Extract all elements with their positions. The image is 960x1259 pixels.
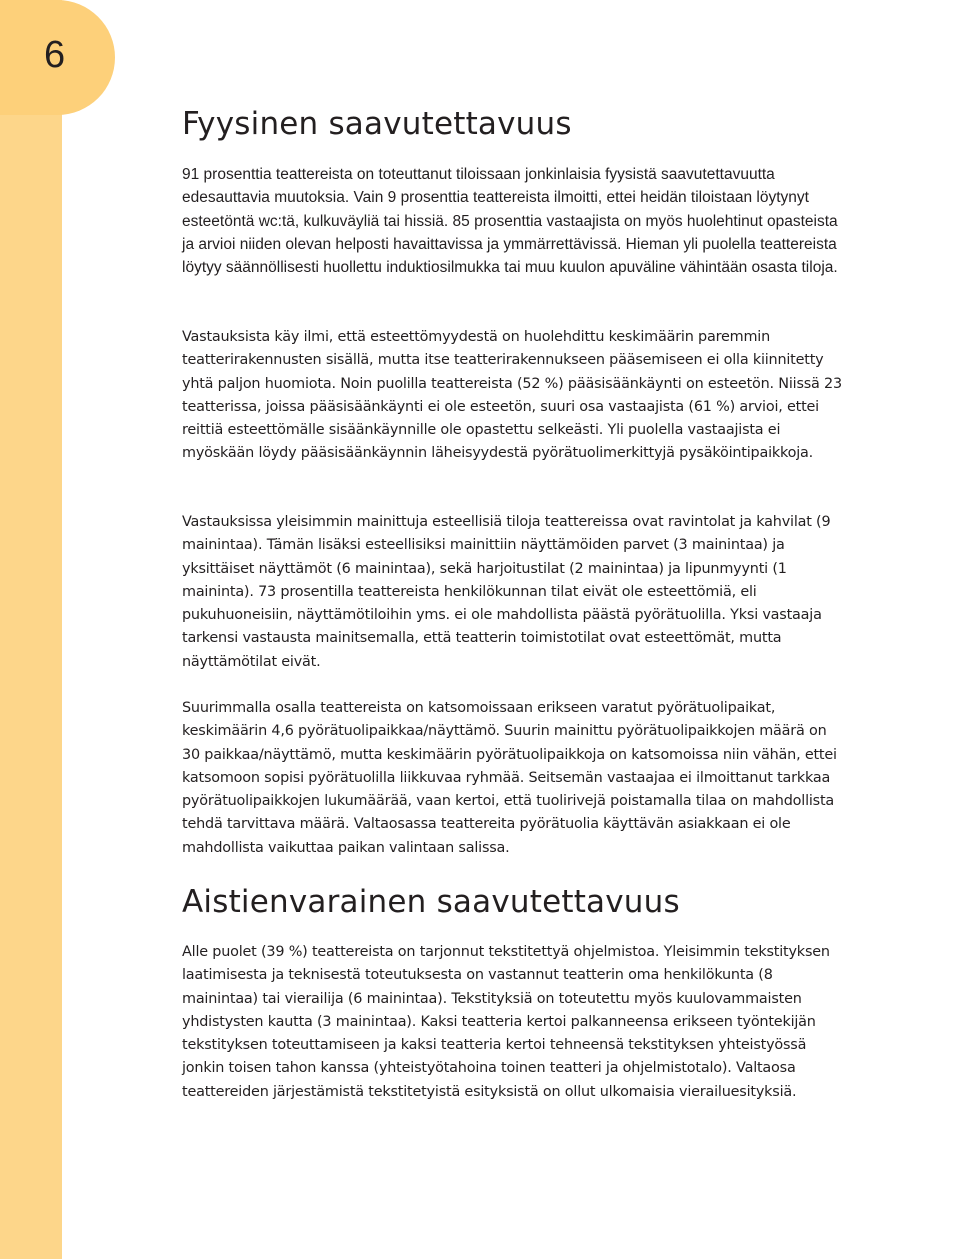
- paragraph: Vastauksissa yleisimmin mainittuja esteellisiä tiloja teattereissa ovat ravintolat ja kahvilat (9 mainintaa). Tämän lisäksi esteellisiksi mainittiin näyttämöiden parvet (3 mainintaa) ja yksittäiset näyttämöt (6 mainintaa), sekä harjoitustilat (2 mainintaa) ja lipunmyynti (1 maininta). 73 prosentilla teattereista henkilökunnan tilat eivät ole esteettömiä, eli pukuhuoneisiin, näyttämötiloihin yms. ei ole mahdollista päästä pyörätuolilla. Yksi vastaaja tarkensi vastausta mainitsemalla, että teatterin toimistotilat ovat esteettömät, mutta näyttämötilat eivät.: [182, 514, 831, 670]
- page-number: 6: [44, 34, 66, 76]
- section-title-physical: Fyysinen saavutettavuus: [182, 106, 572, 142]
- page-number-badge: [0, 0, 115, 115]
- paragraph: Suurimmalla osalla teattereista on katsomoissaan erikseen varatut pyörätuolipaikat, keskimäärin 4,6 pyörätuolipaikkaa/näyttämö. Suurin mainittu pyörätuolipaikkojen määrä on 30 paikkaa/näyttämö, mutta keskimäärin pyörätuolipaikkoja on katsomoissa niin vähän, ettei katsomoon sopisi pyörätuolilla liikkuvaa ryhmää. Seitsemän vastaajaa ei ilmoittanut tarkkaa pyörätuolipaikkojen lukumäärää, vaan kertoi, että tuolirivejä poistamalla tilaa on mahdollista tehdä tarvittava määrä. Valtaosassa teattereita pyörätuolia käyttävän asiakkaan ei ole mahdollista vaikuttaa paikan valintaan salissa.: [182, 700, 837, 856]
- paragraph: Vastauksista käy ilmi, että esteettömyydestä on huolehdittu keskimäärin paremmin teatterirakennusten sisällä, mutta itse teatterirakennukseen pääsemiseen ei olla kiinnitetty yhtä paljon huomiota. Noin puolilla teattereista (52 %) pääsisäänkäynti on esteetön. Niissä 23 teatterissa, joissa pääsisäänkäynti ei ole esteetön, suuri osa vastaajista (61 %) arvioi, ettei reittiä esteettömälle sisäänkäynnille ole opastettu selkeästi. Yli puolella vastaajista ei myöskään löydy pääsisäänkäynnin läheisyydestä pyörätuolimerkittyjä pysäköintipaikkoja.: [182, 329, 842, 462]
- paragraph: 91 prosenttia teattereista on toteuttanut tiloissaan jonkinlaisia fyysistä saavutettavuutta edesauttavia muutoksia. Vain 9 prosenttia teattereista ilmoitti, ettei heidän tiloistaan löytynyt esteetöntä wc:tä, kulkuväyliä tai hissiä. 85 prosenttia vastaajista on myös huolehtinut opasteista ja arvioi niiden olevan helposti havaittavissa ja ymmärrettävissä. Hieman yli puolella teattereista löytyy säännöllisesti huollettu induktiosilmukka tai muu kuulon apuväline vähintään osasta tiloja.: [182, 166, 838, 277]
- paragraph: Alle puolet (39 %) teattereista on tarjonnut tekstitettyä ohjelmistoa. Yleisimmin tekstityksen laatimisesta ja teknisestä toteutuksesta on vastannut teatterin oma henkilökunta (8 mainintaa) tai vierailija (6 mainintaa). Tekstityksiä on toteutettu myös kuulovammaisten yhdistysten kautta (3 mainintaa). Kaksi teatteria kertoi palkanneensa erikseen työntekijän tekstityksen toteuttamiseen ja kaksi teatteria kertoi tehneensä tekstityksen yhteistyössä jonkin toisen tahon kanssa (yhteistyötahoina toinen teatteri ja ohjelmistotalo). Valtaosa teattereiden järjestämistä tekstitetyistä esityksistä on ollut ulkomaisia vierailuesityksiä.: [182, 944, 830, 1100]
- section-title-sensory: Aistienvarainen saavutettavuus: [182, 884, 680, 920]
- decorative-side-band: [0, 0, 62, 1259]
